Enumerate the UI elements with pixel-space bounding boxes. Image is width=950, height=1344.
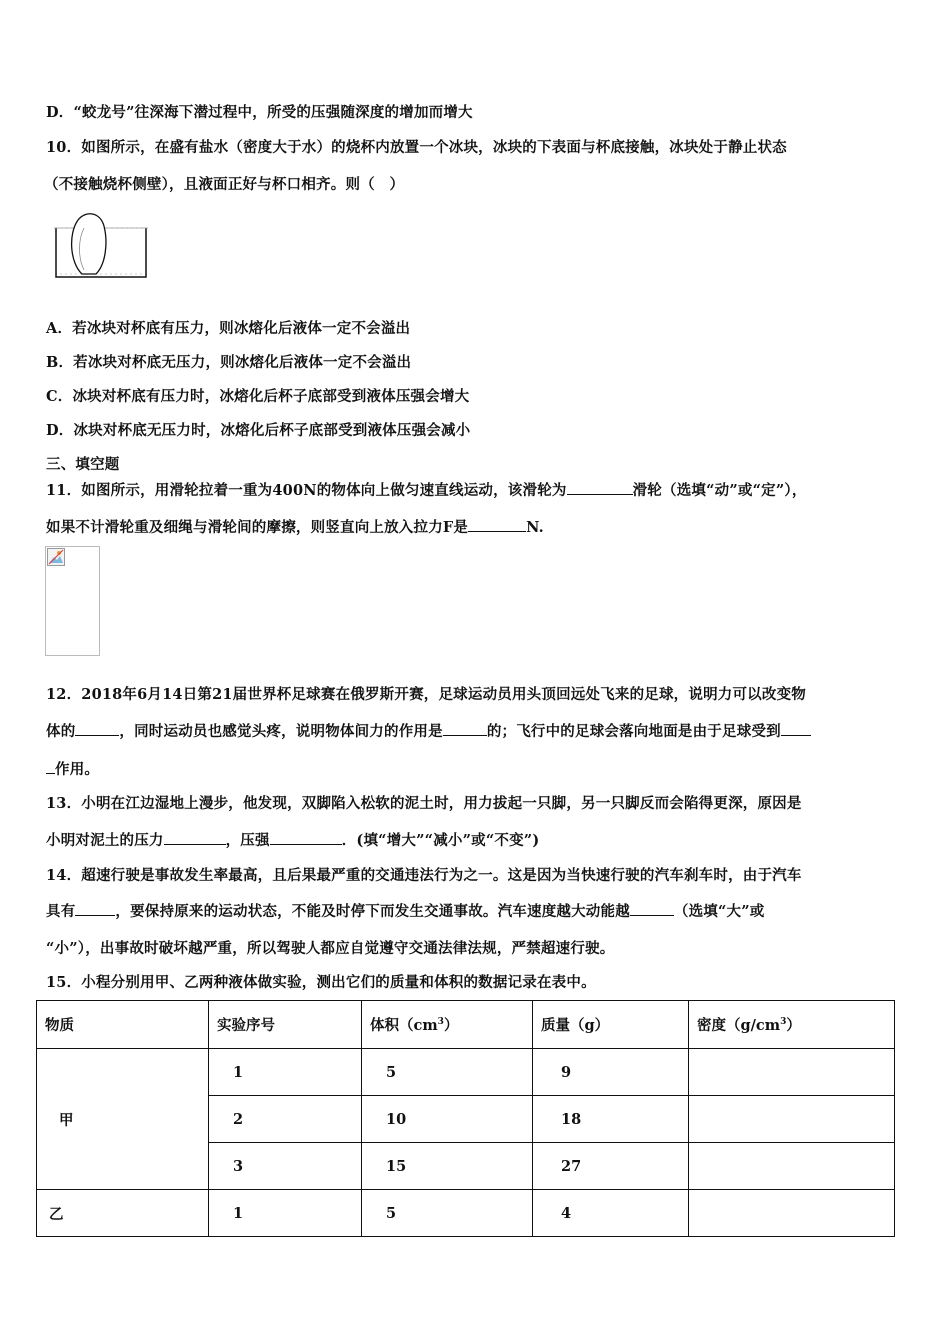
- q14-line2-text-c: （选填“大”或: [673, 903, 765, 920]
- q13-blank-force: [164, 832, 226, 845]
- header-volume-close: ）: [443, 1017, 459, 1034]
- q12-blank-2: [443, 723, 487, 736]
- q10-stem-line1: 10．如图所示，在盛有盐水（密度大于水）的烧杯内放置一个冰块，冰块的下表面与杯底接触，冰块处于静止状态: [46, 139, 787, 156]
- header-trial: 实验序号: [209, 1001, 362, 1049]
- q14-line1: 14．超速行驶是事故发生率最高，且后果最严重的交通违法行为之一。这是因为当快速行驶的汽车刹车时，由于汽车: [46, 867, 802, 884]
- q14-line2: [46, 900, 765, 921]
- q10-option-c: C．冰块对杯底有压力时，冰熔化后杯子底部受到液体压强会增大: [46, 388, 470, 405]
- cell-volume: 5: [362, 1049, 533, 1096]
- q10-option-b: B．若冰块对杯底无压力，则冰熔化后液体一定不会溢出: [46, 354, 412, 371]
- header-substance: 物质: [37, 1001, 209, 1049]
- table-row: [37, 1190, 895, 1237]
- table-header-row: [37, 1001, 895, 1049]
- group-jia-label: 甲: [37, 1049, 209, 1190]
- header-density: [689, 1001, 895, 1049]
- section-heading: 三、填空题: [46, 456, 120, 473]
- q11-line1-text-a: 11．如图所示，用滑轮拉着一重为400N的物体向上做匀速直线运动，该滑轮为: [46, 482, 567, 499]
- q11-line2-text-a: 如果不计滑轮重及细绳与滑轮间的摩擦，则竖直向上放入拉力F是: [46, 519, 469, 536]
- table-row: [37, 1049, 895, 1096]
- q10-stem-line2: （不接触烧杯侧壁），且液面正好与杯口相齐。则（ ）: [44, 176, 405, 193]
- header-density-close: ）: [786, 1017, 801, 1034]
- q12-line2-text-c: 的；飞行中的足球会落向地面是由于足球受到: [486, 723, 781, 740]
- cell-density: [689, 1143, 895, 1190]
- broken-image-icon: [47, 548, 65, 566]
- header-volume-text: 体积（cm: [370, 1017, 438, 1034]
- header-density-text: 密度（g/cm: [697, 1017, 781, 1034]
- q12-line2-text-a: 体的: [46, 723, 76, 740]
- header-density-sup: 3: [780, 1017, 787, 1028]
- q11-line1-text-b: 滑轮（选填“动”或“定”），: [632, 482, 807, 499]
- q12-line2: [46, 720, 811, 741]
- q10-option-a: A．若冰块对杯底有压力，则冰熔化后液体一定不会溢出: [46, 320, 411, 337]
- q11-line2: [46, 516, 544, 537]
- q12-line1: 12．2018年6月14日第21届世界杯足球赛在俄罗斯开赛，足球运动员用头顶回远处飞来的足球，说明力可以改变物: [46, 686, 806, 703]
- q11-line2-text-b: N.: [526, 519, 544, 536]
- q12-line3-text: 作用。: [55, 761, 100, 778]
- cell-mass: 18: [533, 1096, 689, 1143]
- q9-option-d: D．“蛟龙号”往深海下潜过程中，所受的压强随深度的增加而增大: [46, 104, 473, 121]
- q12-blank-3: [781, 723, 811, 736]
- q12-blank-1: [75, 723, 119, 736]
- q12-blank-3-cont: [46, 761, 55, 774]
- q13-line2-text-b: ，压强: [225, 832, 270, 849]
- q14-blank-energy: [630, 903, 674, 916]
- header-mass: 质量（g）: [533, 1001, 689, 1049]
- cell-density: [689, 1096, 895, 1143]
- q15-stem: 15．小程分别用甲、乙两种液体做实验，测出它们的质量和体积的数据记录在表中。: [46, 974, 596, 991]
- cell-mass: 27: [533, 1143, 689, 1190]
- cell-trial: 1: [209, 1049, 362, 1096]
- data-table: [36, 1000, 895, 1237]
- q11-line1: [46, 479, 807, 500]
- cell-mass: 9: [533, 1049, 689, 1096]
- q11-blank-force: [468, 519, 526, 532]
- q13-line2: [46, 829, 539, 850]
- beaker-with-ice-figure: [52, 208, 152, 282]
- cell-mass: 4: [533, 1190, 689, 1237]
- cell-trial: 1: [209, 1190, 362, 1237]
- q14-blank-inertia: [75, 903, 115, 916]
- cell-density: [689, 1190, 895, 1237]
- q13-blank-pressure: [270, 832, 342, 845]
- cell-density: [689, 1049, 895, 1096]
- ice-block: [72, 214, 106, 274]
- header-volume-sup: 3: [437, 1017, 444, 1028]
- q14-line2-text-b: ，要保持原来的运动状态，不能及时停下而发生交通事故。汽车速度越大动能越: [115, 903, 630, 920]
- cell-volume: 15: [362, 1143, 533, 1190]
- cell-trial: 3: [209, 1143, 362, 1190]
- group-yi-label: 乙: [37, 1190, 209, 1237]
- q12-line3: [46, 758, 99, 779]
- cell-volume: 10: [362, 1096, 533, 1143]
- q13-line2-text-c: ．(填“增大”“减小”或“不变”): [341, 832, 540, 849]
- q13-line2-text-a: 小明对泥土的压力: [46, 832, 164, 849]
- cell-trial: 2: [209, 1096, 362, 1143]
- q11-blank-pulley-type: [567, 482, 633, 495]
- missing-image-placeholder: [45, 546, 100, 656]
- cell-volume: 5: [362, 1190, 533, 1237]
- q13-line1: 13．小明在江边湿地上漫步，他发现，双脚陷入松软的泥土时，用力拔起一只脚，另一只脚反而会陷得更深，原因是: [46, 795, 802, 812]
- header-volume: [362, 1001, 533, 1049]
- q12-line2-text-b: ，同时运动员也感觉头疼，说明物体间力的作用是: [119, 723, 443, 740]
- q10-option-d: D．冰块对杯底无压力时，冰熔化后杯子底部受到液体压强会减小: [46, 422, 471, 439]
- q14-line3: “小”），出事故时破坏越严重，所以驾驶人都应自觉遵守交通法律法规，严禁超速行驶。: [46, 940, 615, 957]
- q14-line2-text-a: 具有: [46, 903, 76, 920]
